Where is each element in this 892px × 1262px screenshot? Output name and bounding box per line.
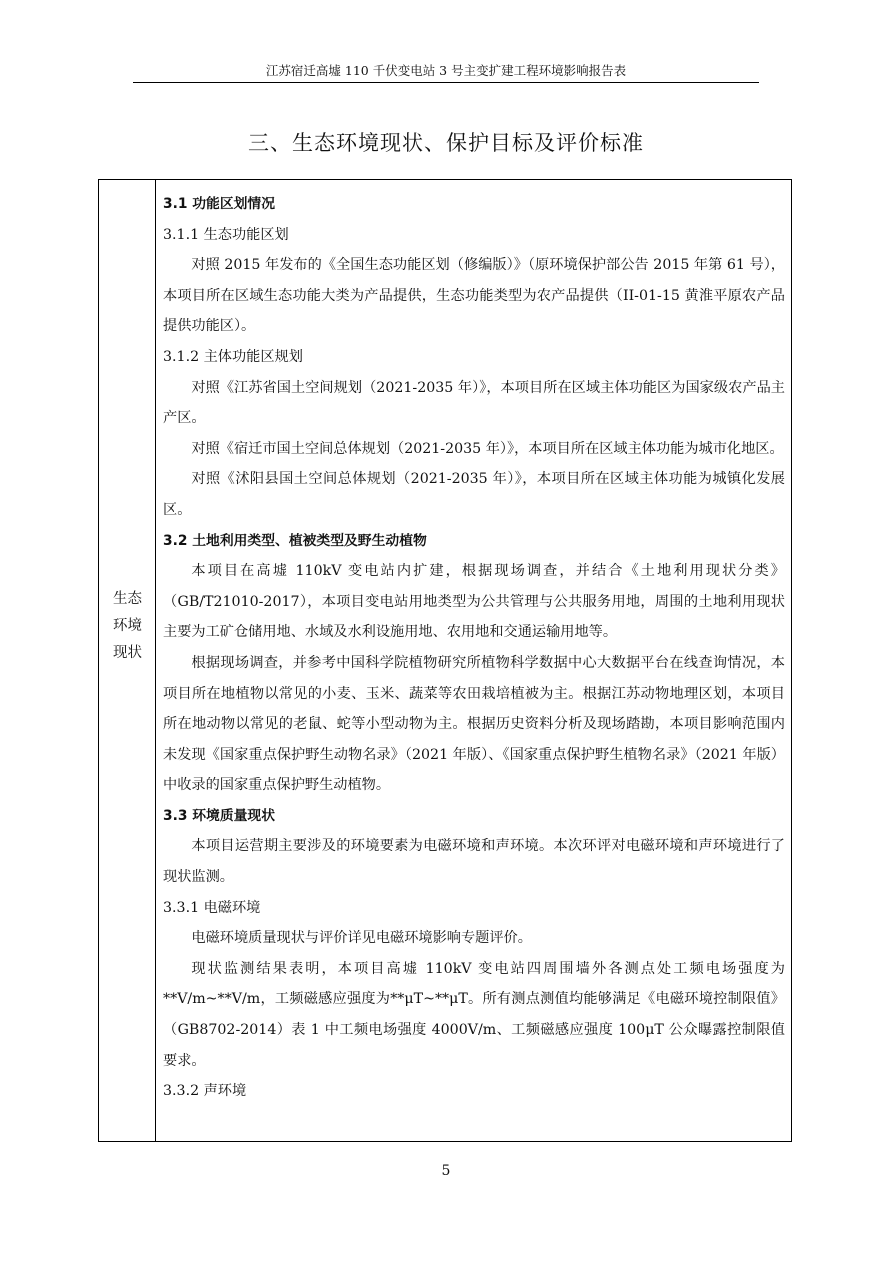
section-heading-3-3: 3.3 环境质量现状 bbox=[163, 807, 276, 824]
page-number: 5 bbox=[441, 1163, 451, 1179]
paragraph: 本项目运营期主要涉及的环境要素为电磁环境和声环境。本次环评对电磁环境和声环境进行了现状监测。 bbox=[163, 838, 785, 886]
paragraph: 本项目在高墟 110kV 变电站内扩建，根据现场调查，并结合《土地利用现状分类》（GB/T21010-2017），本项目变电站用地类型为公共管理与公共服务用地，周围的土地利用现状主要为工矿仓储用地、水域及水利设施用地、农用地和交通运输用地等。 bbox=[163, 563, 785, 641]
section-heading-3-2: 3.2 土地利用类型、植被类型及野生动植物 bbox=[163, 532, 427, 549]
paragraph: 对照《沭阳县国土空间总体规划（2021-2035 年）》，本项目所在区域主体功能为城镇化发展区。 bbox=[163, 471, 785, 518]
subsection-heading-3-3-1: 3.3.1 电磁环境 bbox=[163, 899, 261, 916]
side-label-line-3: 现状 bbox=[113, 645, 142, 661]
paragraph: 对照《宿迁市国土空间总体规划（2021-2035 年）》，本项目所在区域主体功能为城市化地区。 bbox=[191, 440, 784, 457]
subsection-heading-3-1-2: 3.1.2 主体功能区规划 bbox=[163, 348, 303, 365]
side-label-line-1: 生态 bbox=[113, 591, 142, 607]
subsection-heading-3-3-2: 3.3.2 声环境 bbox=[163, 1083, 247, 1100]
page-title: 三、生态环境现状、保护目标及评价标准 bbox=[248, 131, 644, 155]
paragraph: 对照《江苏省国土空间规划（2021-2035 年）》，本项目所在区域主体功能区为国家级农产品主产区。 bbox=[163, 379, 785, 427]
running-header: 江苏宿迁高墟 110 千伏变电站 3 号主变扩建工程环境影响报告表 bbox=[133, 62, 759, 83]
paragraph: 现状监测结果表明，本项目高墟 110kV 变电站四周围墙外各测点处工频电场强度为**V/m~**V/m，工频磁感应强度为**μT~**μT。所有测点测值均能够满足《电磁环境控制限值》（GB8702-2014）表 1 中工频电场强度 4000V/m、工频磁感应强度 100μT 公众曝露控制限值要求。 bbox=[163, 960, 785, 1069]
paragraph: 对照 2015 年发布的《全国生态功能区划（修编版）》（原环境保护部公告 2015 年第 61 号），本项目所在区域生态功能大类为产品提供，生态功能类型为农产品提供（II-01-15 黄淮平原农产品提供功能区）。 bbox=[163, 257, 785, 335]
side-label bbox=[99, 586, 156, 667]
side-label-cell bbox=[99, 180, 156, 1141]
side-label-line-2: 环境 bbox=[113, 618, 142, 634]
subsection-heading-3-1-1: 3.1.1 生态功能区划 bbox=[163, 226, 289, 243]
section-heading-3-1: 3.1 功能区划情况 bbox=[163, 196, 276, 212]
content-cell bbox=[163, 189, 785, 1107]
content-table bbox=[98, 179, 792, 1142]
paragraph: 电磁环境质量现状与评价详见电磁环境影响专题评价。 bbox=[191, 930, 532, 947]
paragraph: 根据现场调查，并参考中国科学院植物研究所植物科学数据中心大数据平台在线查询情况，本项目所在地植物以常见的小麦、玉米、蔬菜等农田栽培植被为主。根据江苏动物地理区划，本项目所在地动物以常见的老鼠、蛇等小型动物为主。根据历史资料分析及现场踏勘，本项目影响范围内未发现《国家重点保护野生动物名录》（2021 年版）、《国家重点保护野生植物名录》（2021 年版）中收录的国家重点保护野生动植物。 bbox=[163, 654, 785, 794]
